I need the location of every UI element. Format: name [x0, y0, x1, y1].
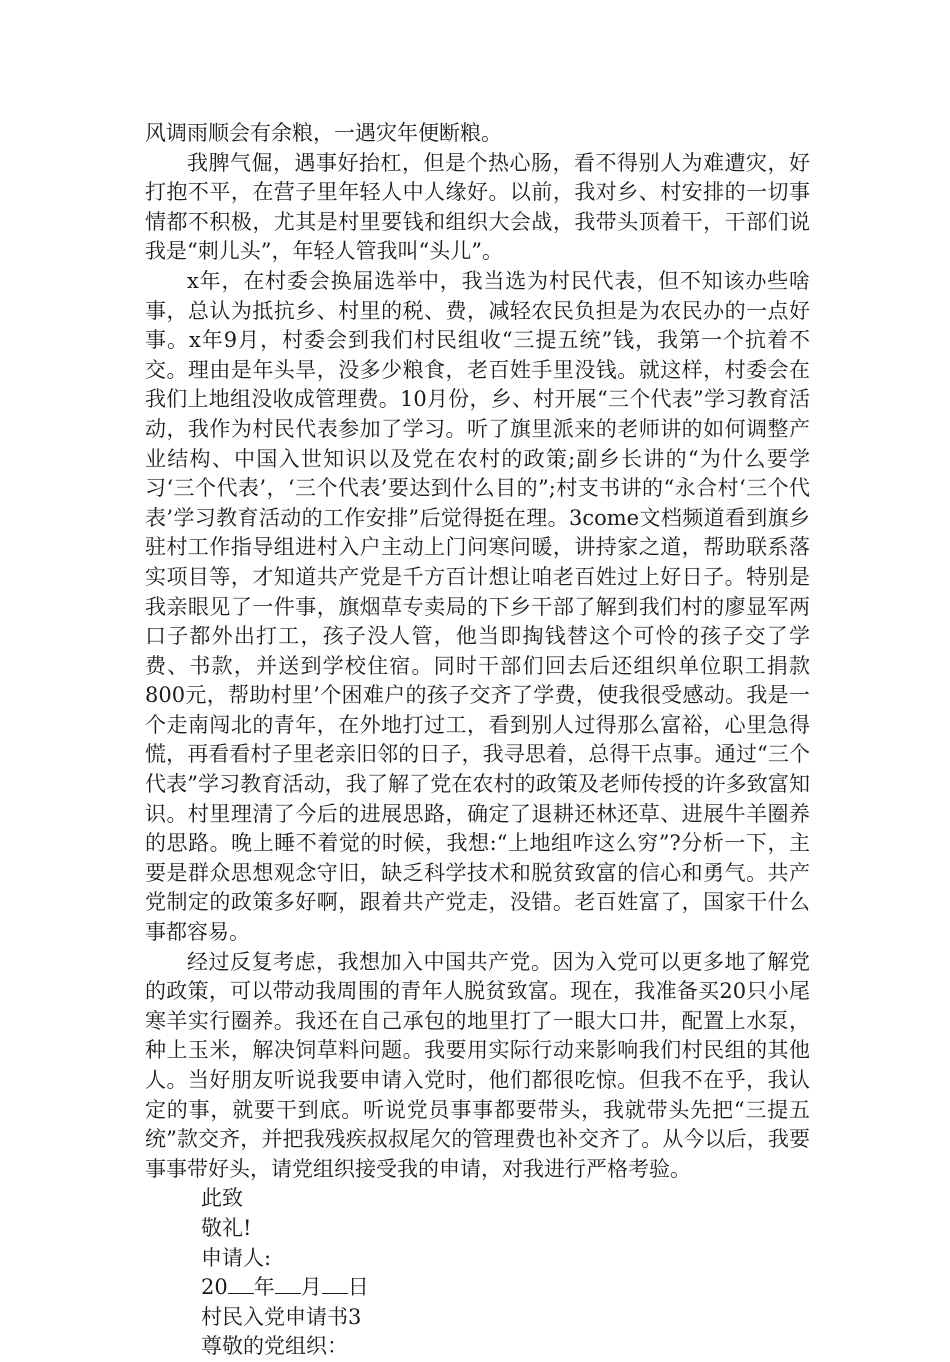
- paragraph-decision: 经过反复考虑，我想加入中国共产党。因为入党可以更多地了解党的政策，可以带动我周围的青年人脱贫致富。现在，我准备买20只小尾寒羊实行圈养。我还在自己承包的地里打了一眼大口井，配置上水泵，种上玉米，解决饲草料问题。我要用实际行动来影响我们村民组的其他人。当好朋友听说我要申请入党时，他们都很吃惊。但我不在乎，我认定的事，就要干到底。听说党员事事都要带头，我就带头先把“三提五统”款交齐，并把我残疾叔叔尾欠的管理费也补交齐了。从今以后，我要事事带好头，请党组织接受我的申请，对我进行严格考验。: [145, 949, 810, 1181]
- salute-line-2: 敬礼!: [201, 1215, 252, 1240]
- date-line: [145, 1273, 810, 1303]
- paragraph-continuation: 风调雨顺会有余粮，一遇灾年便断粮。: [145, 121, 502, 145]
- paragraph-representative: x年，在村委会换届选举中，我当选为村民代表，但不知该办些啥事，总认为抵抗乡、村里的税、费，减轻农民负担是为农民办的一点好事。x年9月，村委会到我们村民组收“三提五统”钱，我第一个抗着不交。理由是年头旱，没多少粮食，老百姓手里没钱。就这样，村委会在我们上地组没收成管理费。10月份，乡、村开展“三个代表”学习教育活动，我作为村民代表参加了学习。听了旗里派来的老师讲的如何调整产业结构、中国入世知识以及党在农村的政策;副乡长讲的“为什么要学习‘三个代表’，‘三个代表’要达到什么目的”;村支书讲的“永合村‘三个代表’学习教育活动的工作安排”后觉得挺在理。3come文档频道看到旗乡驻村工作指导组进村入户主动上门问寒问暖，讲持家之道，帮助联系落实项目等，才知道共产党是千方百计想让咱老百姓过上好日子。特别是我亲眼见了一件事，旗烟草专卖局的下乡干部了解到我们村的廖显军两口子都外出打工，孩子没人管，他当即掏钱替这个可怜的孩子交了学费、书款，并送到学校住宿。同时干部们回去后还组织单位职工捐款800元，帮助村里’个困难户的孩子交齐了学费，使我很受感动。我是一个走南闯北的青年，在外地打过工，看到别人过得那么富裕，心里急得慌，再看看村子里老亲旧邻的日子，我寻思着，总得干点事。通过“三个代表”学习教育活动，我了解了党在农村的政策及老师传授的许多致富知识。村里理清了今后的进展思路，确定了退耕还林还草、进展牛羊圈养的思路。晚上睡不着觉的时候，我想:“上地组咋这么穷”?分析一下，主要是群众思想观念守旧，缺乏科学技术和脱贫致富的信心和勇气。共产党制定的政策多好啊，跟着共产党走，没错。老百姓富了，国家干什么事都容易。: [145, 268, 810, 945]
- document-body: [145, 119, 810, 1362]
- next-section-greeting: 尊敬的党组织：: [201, 1334, 348, 1359]
- date-month-label: 月: [300, 1275, 322, 1300]
- next-section-title: 村民入党申请书3: [201, 1304, 362, 1329]
- paragraph-temperament: 我脾气倔，遇事好抬杠，但是个热心肠，看不得别人为难遭灾，好打抱不平，在营子里年轻人中人缘好。以前，我对乡、村安排的一切事情都不积极，尤其是村里要钱和组织大会战，我带头顶着干，干部们说我是“刺儿头”，年轻人管我叫“头儿”。: [145, 150, 810, 264]
- date-day-blank: [322, 1275, 348, 1294]
- date-day-label: 日: [347, 1275, 369, 1300]
- applicant-line: 申请人:: [201, 1245, 272, 1270]
- date-month-blank: [275, 1275, 301, 1294]
- date-year-blank: [228, 1275, 254, 1294]
- date-year-prefix: 20: [201, 1275, 228, 1300]
- salute-line-1: 此致: [201, 1186, 243, 1211]
- date-year-label: 年: [253, 1275, 275, 1300]
